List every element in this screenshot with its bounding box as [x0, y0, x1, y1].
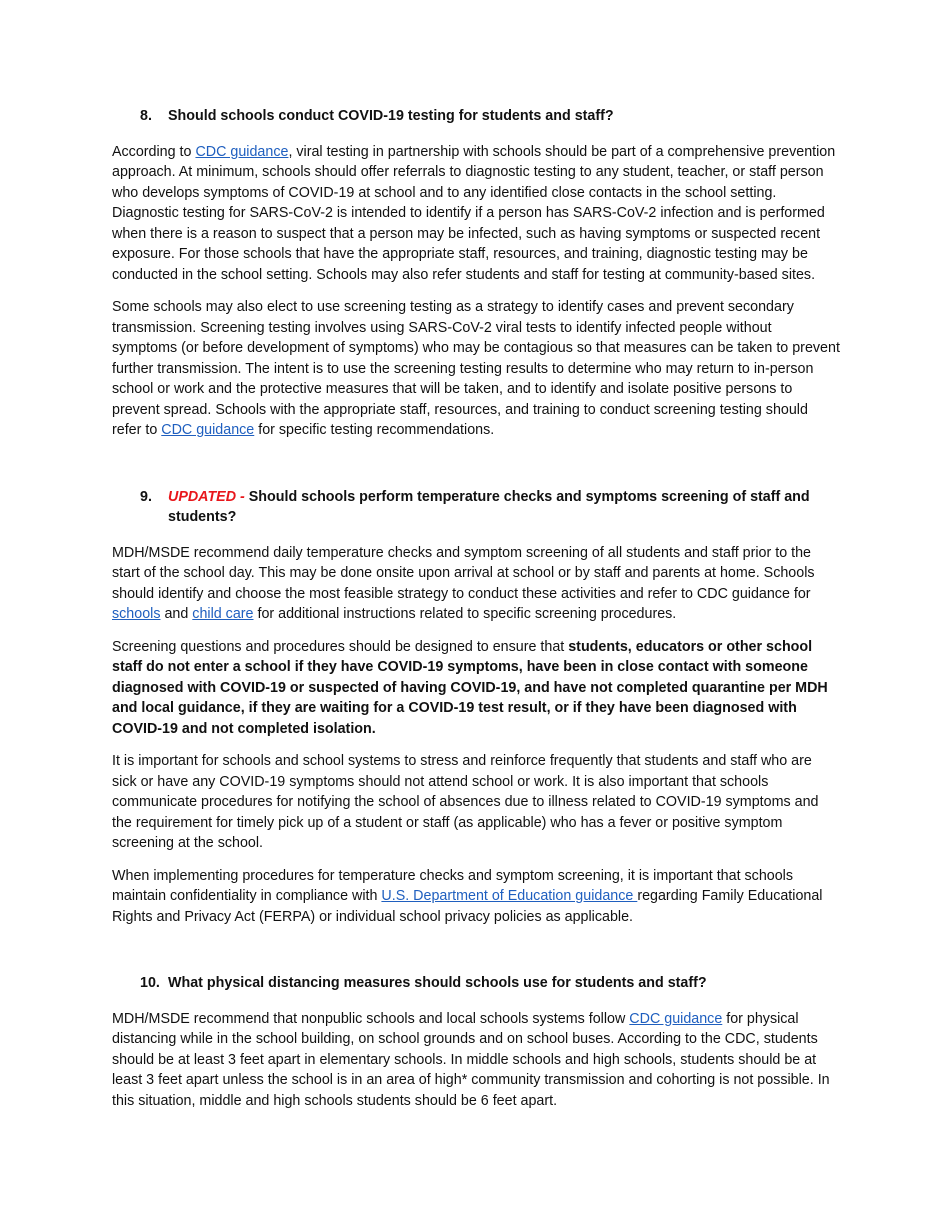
q9-paragraph-4: [112, 866, 840, 928]
text-segment: When implementing procedures for temperature checks and symptom screening, it is important that schools maintain confidentiality in compliance with: [112, 867, 794, 904]
text-segment: for specific testing recommendations.: [254, 422, 495, 438]
q10-paragraph-1: [112, 1009, 840, 1112]
q9-paragraph-3: It is important for schools and school systems to stress and reinforce frequently that students and staff who are sick or have any COVID-19 symptoms should not attend school or work. It is also important that schools communicate procedures for notifying the school of absences due to illness related to COVID-19 symptoms and the requirement for timely pick up of a student or staff (as applicable) who has a fever or positive symptom screening at the school.: [112, 753, 819, 851]
q8-paragraph-2: [112, 297, 840, 441]
updated-label: UPDATED -: [168, 488, 245, 505]
text-segment: regarding Family Educational Rights and Privacy Act (FERPA) or individual school privacy policies as applicable.: [112, 888, 823, 925]
text-segment: for physical distancing while in the school building, on school grounds and on school buses. According to the CDC, students should be at least 3 feet apart in elementary schools. In middle schools and high schools, students should be at least 3 feet apart unless the school is in an area of high* community transmission and cohorting is not possible. In this situation, middle and high schools students should be 6 feet apart.: [112, 1010, 830, 1109]
question-number: 8.: [140, 108, 152, 124]
text-segment: Screening questions and procedures should be designed to ensure that: [112, 638, 569, 655]
q9-paragraph-2: [112, 637, 840, 740]
text-segment: MDH/MSDE recommend that nonpublic schools and local schools systems follow: [112, 1010, 630, 1027]
question-10-heading: [112, 973, 840, 994]
text-segment: , viral testing in partnership with schools should be part of a comprehensive prevention approach. At minimum, schools should offer referrals to diagnostic testing to any student, teacher, or staff person who develops symptoms of COVID-19 at school and to any identified close contacts in the school setting. Diagnostic testing for SARS-CoV-2 is intended to identify if a person has SARS-CoV-2 infection and is performed when there is a reason to suspect that a person may be infected, such as having symptoms or suspected recent exposure. For those schools that have the appropriate staff, resources, and training, diagnostic testing may be conducted in the school setting. Schools may also refer students and staff for testing at community-based sites.: [112, 143, 836, 283]
text-segment: According to: [112, 143, 196, 160]
q9-paragraph-1: [112, 543, 840, 625]
us-dept-education-guidance-link[interactable]: U.S. Department of Education guidance: [381, 888, 638, 904]
text-segment: and: [160, 606, 193, 622]
bold-text: students, educators or other school staff do not enter a school if they have COVID-19 symptoms, have been in close contact with someone diagnosed with COVID-19 or suspected of having COVID-19, and have not completed quarantine per MDH and local guidance, if they are waiting for a COVID-19 test result, or if they have been diagnosed with COVID-19 and not completed isolation.: [112, 638, 828, 737]
cdc-guidance-link[interactable]: CDC guidance: [161, 422, 255, 438]
schools-link[interactable]: schools: [112, 606, 161, 622]
cdc-guidance-link[interactable]: CDC guidance: [195, 143, 289, 160]
section-spacer: [112, 939, 840, 973]
cdc-guidance-link[interactable]: CDC guidance: [629, 1010, 723, 1027]
q8-paragraph-1: [112, 142, 840, 286]
question-9-heading: [112, 487, 840, 528]
question-title: Should schools perform temperature checks and symptoms screening of staff and students?: [168, 488, 810, 525]
question-8-heading: [112, 106, 840, 127]
text-segment: MDH/MSDE recommend daily temperature checks and symptom screening of all students and staff prior to the start of the school day. This may be done onsite upon arrival at school or by staff and parents at home. Schools should identify and choose the most feasible strategy to conduct these activities and refer to CDC guidance for: [112, 544, 815, 602]
text-segment: for additional instructions related to specific screening procedures.: [253, 606, 677, 622]
child-care-link[interactable]: child care: [192, 606, 254, 622]
section-spacer: [112, 453, 840, 487]
text-segment: Some schools may also elect to use screening testing as a strategy to identify cases and prevent secondary transmission. Screening testing involves using SARS-CoV-2 viral tests to identify infected people without symptoms (or before development of symptoms) who may be contagious so that measures can be taken to prevent further transmission. The intent is to use the screening testing results to determine who may return to in-person school or work and the protective measures that will be taken, and to identify and isolate positive persons to prevent spread. Schools with the appropriate staff, resources, and training to conduct screening testing should refer to: [112, 299, 840, 438]
question-title: Should schools conduct COVID-19 testing for students and staff?: [168, 108, 614, 124]
question-number: 9.: [140, 488, 152, 505]
question-title: What physical distancing measures should schools use for students and staff?: [168, 975, 707, 991]
question-number: 10.: [140, 975, 160, 991]
